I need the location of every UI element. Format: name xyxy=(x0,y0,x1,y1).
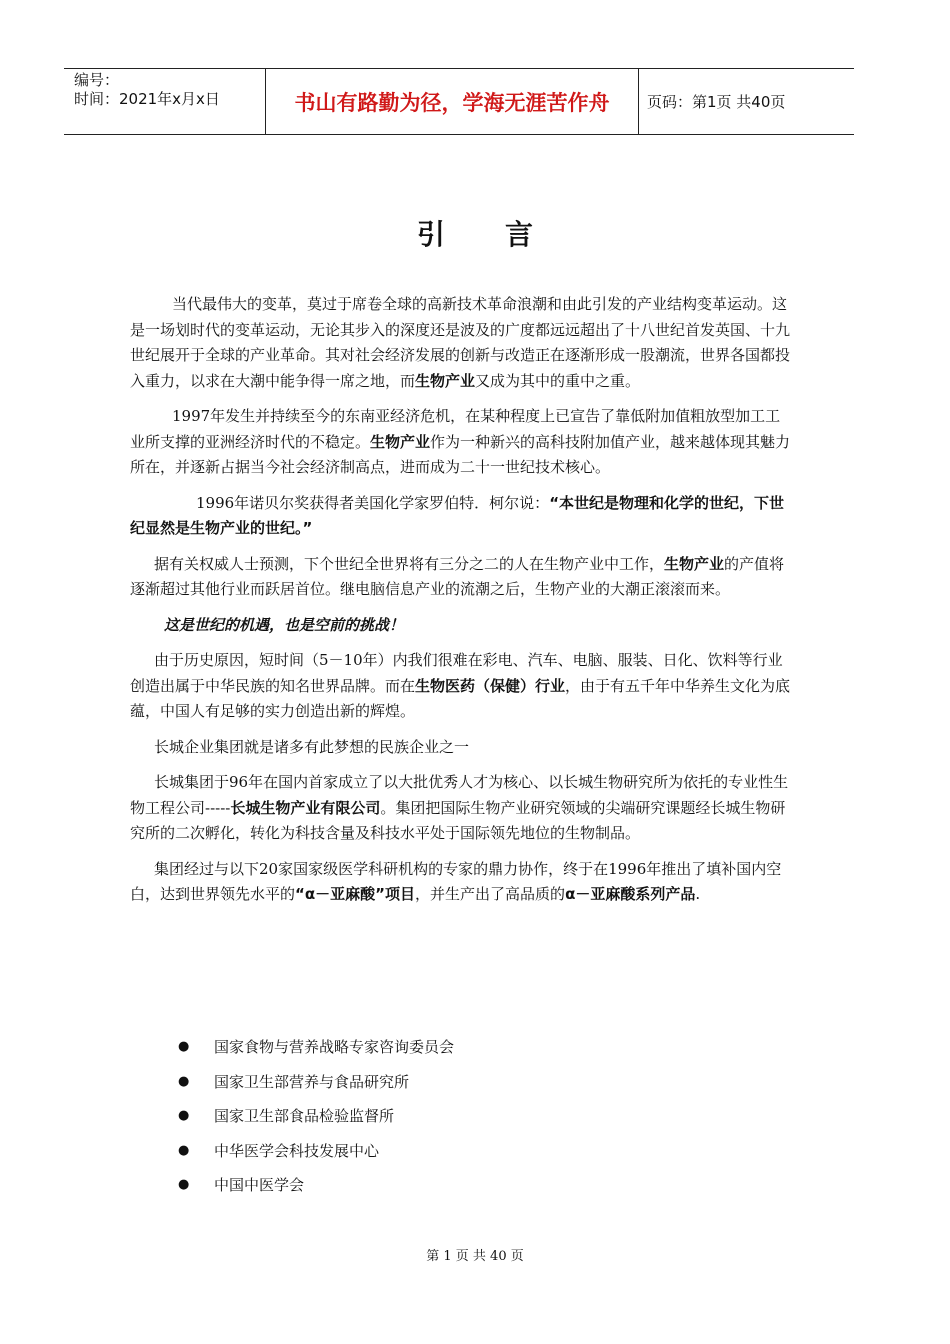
page-title: 引言 xyxy=(416,218,593,251)
document-header xyxy=(64,68,854,135)
paragraph-4: 据有关权威人士预测，下个世纪全世界将有三分之二的人在生物产业中工作，生物产业的产值将逐渐超过其他行业而跃居首位。继电脑信息产业的流潮之后，生物产业的大潮正滚滚而来。 xyxy=(130,554,785,598)
challenge-statement: 这是世纪的机遇，也是空前的挑战！ xyxy=(164,615,405,634)
bullet-icon: ● xyxy=(178,1142,190,1158)
paragraph-7: 长城集团于96年在国内首家成立了以大批优秀人才为核心、以长城生物研究所为依托的专业性生物工程公司-----长城生物产业有限公司。集团把国际生物产业研究领域的尖端研究课题经长城生物研究所的二次孵化，转化为科技含量及科技水平处于国际领先地位的生物制品。 xyxy=(130,773,789,842)
body-text xyxy=(130,292,792,918)
time-label: 时间：2021年x月x日 xyxy=(74,90,220,108)
header-meta xyxy=(64,69,266,134)
list-item: ● 中国中医学会 xyxy=(178,1173,454,1208)
number-label: 编号： xyxy=(74,71,120,89)
list-item: ● 国家卫生部食品检验监督所 xyxy=(178,1104,454,1139)
header-motto: 书山有路勤为径，学海无涯苦作舟 xyxy=(266,69,639,134)
institution-list xyxy=(178,1035,454,1208)
page-footer: 第 1 页 共 40 页 xyxy=(426,1249,524,1264)
list-item: ● 国家卫生部营养与食品研究所 xyxy=(178,1070,454,1105)
paragraph-1: 当代最伟大的变革，莫过于席卷全球的高新技术革命浪潮和由此引发的产业结构变革运动。这是一场划时代的变革运动，无论其步入的深度还是波及的广度都远远超出了十八世纪首发英国、十九世纪展开于全球的产业革命。其对社会经济发展的创新与改造正在逐渐形成一股潮流，世界各国都投入重力，以求在大潮中能争得一席之地，而生物产业又成为其中的重中之重。 xyxy=(130,295,791,390)
paragraph-6: 长城企业集团就是诸多有此梦想的民族企业之一 xyxy=(154,737,470,756)
paragraph-2: 1997年发生并持续至今的东南亚经济危机，在某种程度上已宣告了靠低附加值粗放型加工工业所支撑的亚洲经济时代的不稳定。生物产业作为一种新兴的高科技附加值产业，越来越体现其魅力所在，并逐新占据当今社会经济制高点，进而成为二十一世纪技术核心。 xyxy=(130,407,791,476)
bullet-icon: ● xyxy=(178,1108,190,1123)
list-item: ● 国家食物与营养战略专家咨询委员会 xyxy=(178,1035,454,1070)
paragraph-3: 1996年诺贝尔奖获得者美国化学家罗伯特．柯尔说：“本世纪是物理和化学的世纪，下世纪显然是生物产业的世纪。” xyxy=(130,493,785,537)
bullet-icon: ● xyxy=(178,1177,190,1192)
list-item: ● 中华医学会科技发展中心 xyxy=(178,1139,454,1174)
paragraph-8: 集团经过与以下20家国家级医学科研机构的专家的鼎力协作，终于在1996年推出了填补国内空白，达到世界领先水平的“α－亚麻酸”项目，并生产出了高品质的α－亚麻酸系列产品. xyxy=(130,859,782,903)
header-page-label: 页码：第1页 共40页 xyxy=(647,93,786,111)
paragraph-5: 由于历史原因，短时间（5－10年）内我们很难在彩电、汽车、电脑、服装、日化、饮料等行业创造出属于中华民族的知名世界品牌。而在生物医药（保健）行业，由于有五千年中华养生文化为底蕴，中国人有足够的实力创造出新的辉煌。 xyxy=(130,651,791,720)
bullet-icon: ● xyxy=(178,1073,190,1089)
bullet-icon: ● xyxy=(178,1039,190,1054)
